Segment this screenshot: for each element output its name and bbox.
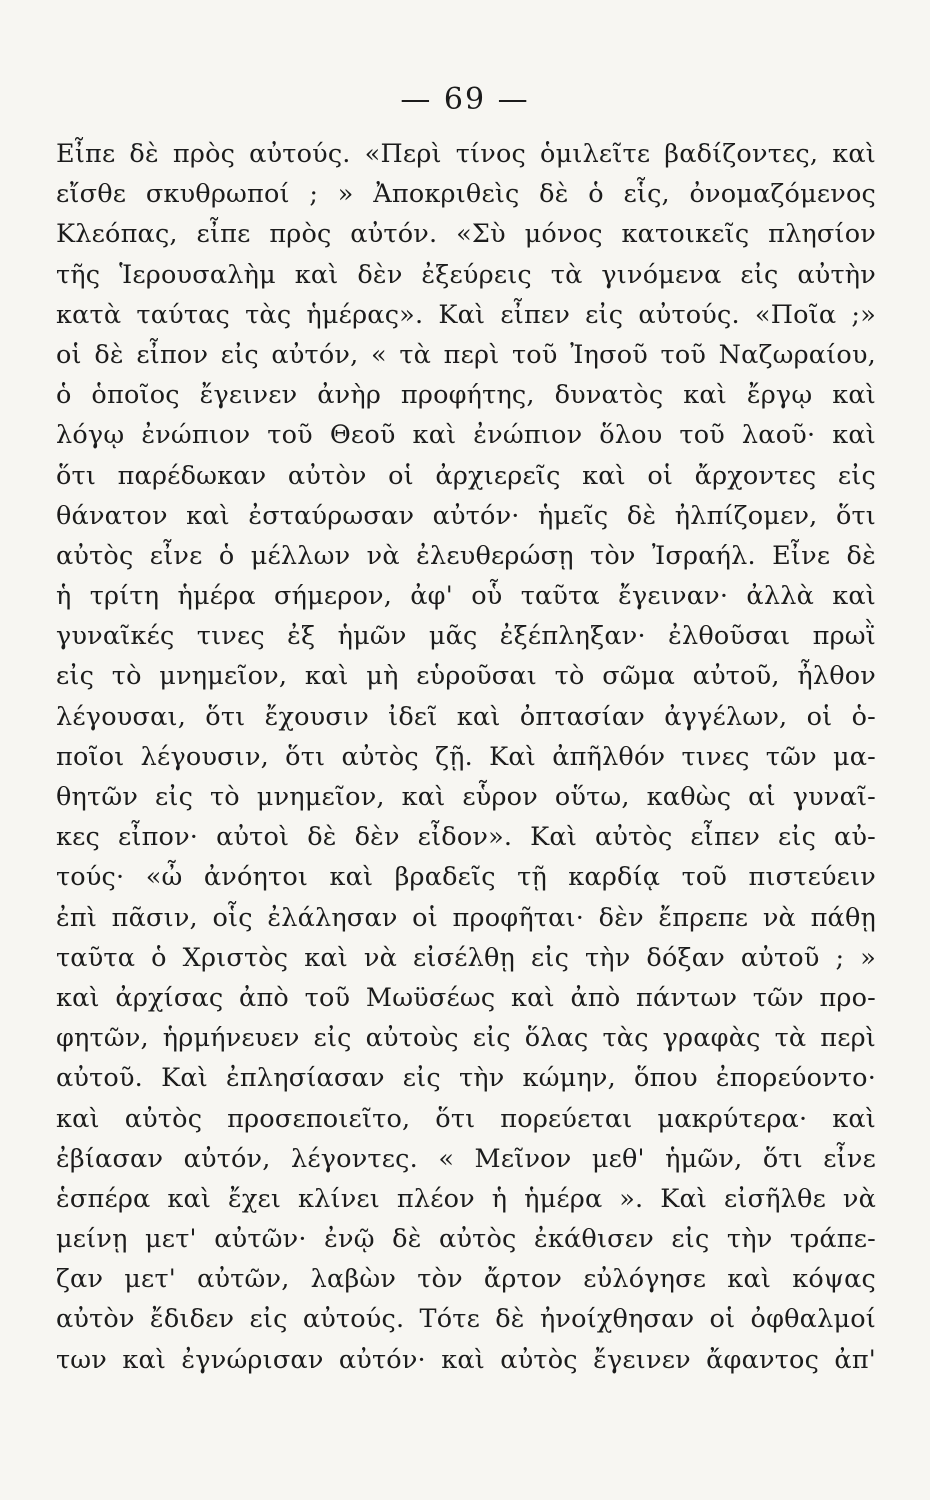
text-line: λέγουσαι, ὅτι ἔχουσιν ἰδεῖ καὶ ὀπτασίαν ἀγγέλων, οἱ ὁ-	[56, 701, 876, 732]
text-line: τῆς Ἱερουσαλὴμ καὶ δὲν ἐξεύρεις τὰ γινόμενα εἰς αὐτὴν	[56, 259, 876, 290]
text-line: ἡ τρίτη ἡμέρα σήμερον, ἀφ' οὗ ταῦτα ἔγειναν· ἀλλὰ καὶ	[56, 581, 876, 612]
text-body	[56, 134, 876, 1380]
text-line: Κλεόπας, εἶπε πρὸς αὐτόν. «Σὺ μόνος κατοικεῖς πλησίον	[56, 219, 876, 250]
text-line: αὐτοῦ. Καὶ ἐπλησίασαν εἰς τὴν κώμην, ὅπου ἐπορεύοντο·	[56, 1063, 876, 1094]
text-line: λόγῳ ἐνώπιον τοῦ Θεοῦ καὶ ἐνώπιον ὅλου τοῦ λαοῦ· καὶ	[56, 420, 876, 451]
text-line: ποῖοι λέγουσιν, ὅτι αὐτὸς ζῇ. Καὶ ἀπῆλθόν τινες τῶν μα-	[56, 741, 876, 772]
text-line: θάνατον καὶ ἐσταύρωσαν αὐτόν· ἡμεῖς δὲ ἠλπίζομεν, ὅτι	[56, 500, 876, 531]
page-number: — 69 —	[400, 82, 530, 117]
text-line: Εἶπε δὲ πρὸς αὐτούς. «Περὶ τίνος ὁμιλεῖτε βαδίζοντες, καὶ	[56, 139, 876, 169]
text-line: φητῶν, ἡρμήνευεν εἰς αὐτοὺς εἰς ὅλας τὰς γραφὰς τὰ περὶ	[56, 1023, 876, 1054]
text-line: ὁ ὁποῖος ἔγεινεν ἀνὴρ προφήτης, δυνατὸς καὶ ἔργῳ καὶ	[56, 380, 876, 411]
text-line: οἱ δὲ εἶπον εἰς αὐτόν, « τὰ περὶ τοῦ Ἰησοῦ τοῦ Ναζωραίου,	[56, 339, 876, 370]
text-line: γυναῖκές τινες ἐξ ἡμῶν μᾶς ἐξέπληξαν· ἐλθοῦσαι πρωῒ	[56, 621, 876, 652]
text-line: κατὰ ταύτας τὰς ἡμέρας». Καὶ εἶπεν εἰς αὐτούς. «Ποῖα ;»	[56, 299, 876, 330]
text-line: καὶ αὐτὸς προσεποιεῖτο, ὅτι πορεύεται μακρύτερα· καὶ	[56, 1103, 876, 1134]
text-line: εἴσθε σκυθρωποί ; » Ἀποκριθεὶς δὲ ὁ εἷς, ὀνομαζόμενος	[56, 179, 876, 210]
text-line: των καὶ ἐγνώρισαν αὐτόν· καὶ αὐτὸς ἔγεινεν ἄφαντος ἀπ'	[56, 1344, 876, 1375]
text-line: καὶ ἀρχίσας ἀπὸ τοῦ Μωϋσέως καὶ ἀπὸ πάντων τῶν προ-	[56, 982, 876, 1013]
text-line: αὐτὸς εἶνε ὁ μέλλων νὰ ἐλευθερώσῃ τὸν Ἰσραήλ. Εἶνε δὲ	[56, 540, 876, 571]
text-line: κες εἶπον· αὐτοὶ δὲ δὲν εἶδον». Καὶ αὐτὸς εἶπεν εἰς αὐ-	[56, 822, 876, 853]
text-line: ἐβίασαν αὐτόν, λέγοντες. « Μεῖνον μεθ' ἡμῶν, ὅτι εἶνε	[56, 1143, 876, 1174]
text-line: αὐτὸν ἔδιδεν εἰς αὐτούς. Τότε δὲ ἠνοίχθησαν οἱ ὀφθαλμοί	[56, 1304, 876, 1335]
text-line: ἐπὶ πᾶσιν, οἷς ἐλάλησαν οἱ προφῆται· δὲν ἔπρεπε νὰ πάθῃ	[56, 902, 876, 933]
text-line: εἰς τὸ μνημεῖον, καὶ μὴ εὑροῦσαι τὸ σῶμα αὐτοῦ, ἦλθον	[56, 661, 876, 692]
text-line: ζαν μετ' αὐτῶν, λαβὼν τὸν ἄρτον εὐλόγησε καὶ κόψας	[56, 1264, 876, 1295]
text-line: ὅτι παρέδωκαν αὐτὸν οἱ ἀρχιερεῖς καὶ οἱ ἄρχοντες εἰς	[56, 460, 876, 491]
text-line: τούς· «ὦ ἀνόητοι καὶ βραδεῖς τῇ καρδίᾳ τοῦ πιστεύειν	[56, 862, 876, 893]
text-line: ἑσπέρα καὶ ἔχει κλίνει πλέον ἡ ἡμέρα ». Καὶ εἰσῆλθε νὰ	[56, 1183, 876, 1214]
text-line: μείνῃ μετ' αὐτῶν· ἐνῷ δὲ αὐτὸς ἐκάθισεν εἰς τὴν τράπε-	[56, 1224, 876, 1255]
text-line: ταῦτα ὁ Χριστὸς καὶ νὰ εἰσέλθῃ εἰς τὴν δόξαν αὐτοῦ ; »	[56, 942, 876, 973]
text-line: θητῶν εἰς τὸ μνημεῖον, καὶ εὗρον οὕτω, καθὼς αἱ γυναῖ-	[56, 782, 876, 812]
